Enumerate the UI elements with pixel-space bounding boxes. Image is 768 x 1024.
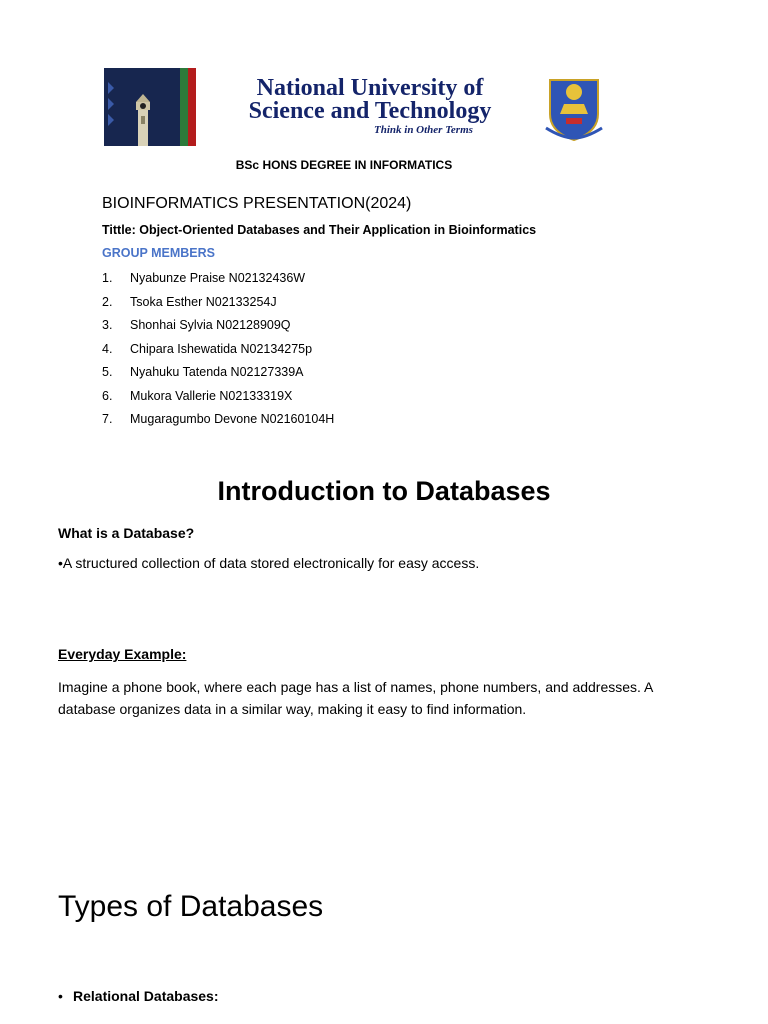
list-item: 6. Mukora Vallerie N02133319X	[102, 388, 293, 403]
bullet: •	[58, 988, 63, 1004]
degree-heading: BSc HONS DEGREE IN INFORMATICS	[235, 158, 453, 172]
topic-title: Tittle: Object-Oriented Databases and Their Application in Bioinformatics	[102, 223, 537, 237]
university-tagline: Think in Other Terms	[374, 124, 473, 136]
banner-red-stripe	[188, 68, 196, 146]
database-question: What is a Database?	[58, 525, 195, 541]
presentation-title: BIOINFORMATICS PRESENTATION(2024)	[102, 195, 412, 212]
group-members-heading: GROUP MEMBERS	[102, 246, 215, 260]
university-crest-icon	[542, 74, 606, 142]
group-members-list	[102, 270, 334, 435]
everyday-example-heading: Everyday Example:	[58, 646, 187, 662]
list-item: 1. Nyabunze Praise N02132436W	[102, 271, 306, 285]
database-definition: •A structured collection of data stored electronically for easy access.	[58, 555, 480, 571]
list-item	[58, 988, 219, 1004]
list-item: 7. Mugaragumbo Devone N02160104H	[102, 412, 335, 426]
university-name-line2: Science and Technology	[248, 98, 492, 124]
banner-green-stripe	[180, 68, 188, 146]
everyday-example-body: Imagine a phone book, where each page has a list of names, phone numbers, and addresses. A database organizes data in a similar way, making it easy to find information.	[58, 679, 653, 717]
list-item: 4. Chipara Ishewatida N02134275p	[102, 341, 313, 356]
university-name-line1: National University of	[256, 75, 484, 101]
intro-heading: Introduction to Databases	[217, 476, 551, 506]
list-item: 2. Tsoka Esther N02133254J	[102, 294, 277, 309]
list-item: 5. Nyahuku Tatenda N02127339A	[102, 365, 304, 379]
list-item: 3. Shonhai Sylvia N02128909Q	[102, 318, 291, 332]
university-banner	[104, 68, 609, 146]
types-heading: Types of Databases	[58, 890, 324, 923]
relational-databases-label: Relational Databases:	[73, 988, 219, 1004]
